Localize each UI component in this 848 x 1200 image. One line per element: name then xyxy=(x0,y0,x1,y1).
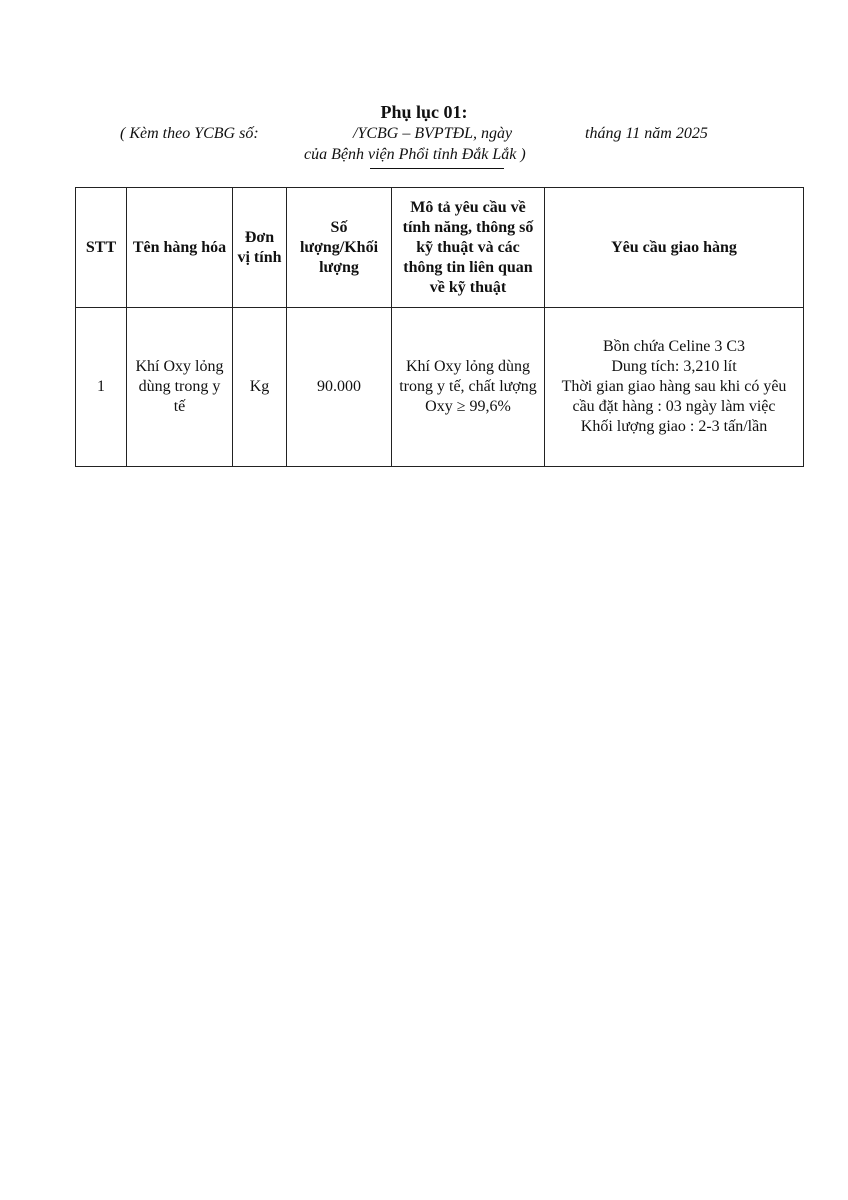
subtitle-reference-number: ( Kèm theo YCBG số: xyxy=(120,125,259,142)
cell-stt: 1 xyxy=(76,308,127,467)
subtitle-reference-code: /YCBG – BVPTĐL, ngày xyxy=(353,125,513,142)
subtitle-date: tháng 11 năm 2025 xyxy=(585,125,708,142)
cell-item-name: Khí Oxy lỏng dùng trong y tế xyxy=(127,308,233,467)
delivery-line-tank: Bồn chứa Celine 3 C3 xyxy=(603,338,745,355)
issuer-underline xyxy=(370,168,504,169)
cell-quantity: 90.000 xyxy=(287,308,392,467)
header-quantity: Số lượng/Khối lượng xyxy=(287,188,392,308)
subtitle-issuer: của Bệnh viện Phổi tỉnh Đắk Lắk ) xyxy=(304,146,526,163)
delivery-line-capacity: Dung tích: 3,210 lít xyxy=(611,358,737,375)
cell-description: Khí Oxy lỏng dùng trong y tế, chất lượng Oxy ≥ 99,6% xyxy=(392,308,545,467)
cell-unit: Kg xyxy=(233,308,287,467)
table-header-row xyxy=(76,188,804,308)
delivery-line-volume: Khối lượng giao : 2-3 tấn/lần xyxy=(580,418,768,435)
header-stt: STT xyxy=(76,188,127,308)
delivery-line-lead-time: Thời gian giao hàng sau khi có yêu cầu đặt hàng : 03 ngày làm việc xyxy=(561,378,787,415)
header-unit: Đơn vị tính xyxy=(233,188,287,308)
header-delivery: Yêu cầu giao hàng xyxy=(545,188,804,308)
table-row xyxy=(76,308,804,467)
appendix-table xyxy=(75,187,804,467)
header-item-name: Tên hàng hóa xyxy=(127,188,233,308)
appendix-title: Phụ lục 01: xyxy=(380,102,468,122)
cell-delivery xyxy=(545,308,804,467)
header-description: Mô tả yêu cầu về tính năng, thông số kỹ thuật và các thông tin liên quan về kỹ thuật xyxy=(392,188,545,308)
